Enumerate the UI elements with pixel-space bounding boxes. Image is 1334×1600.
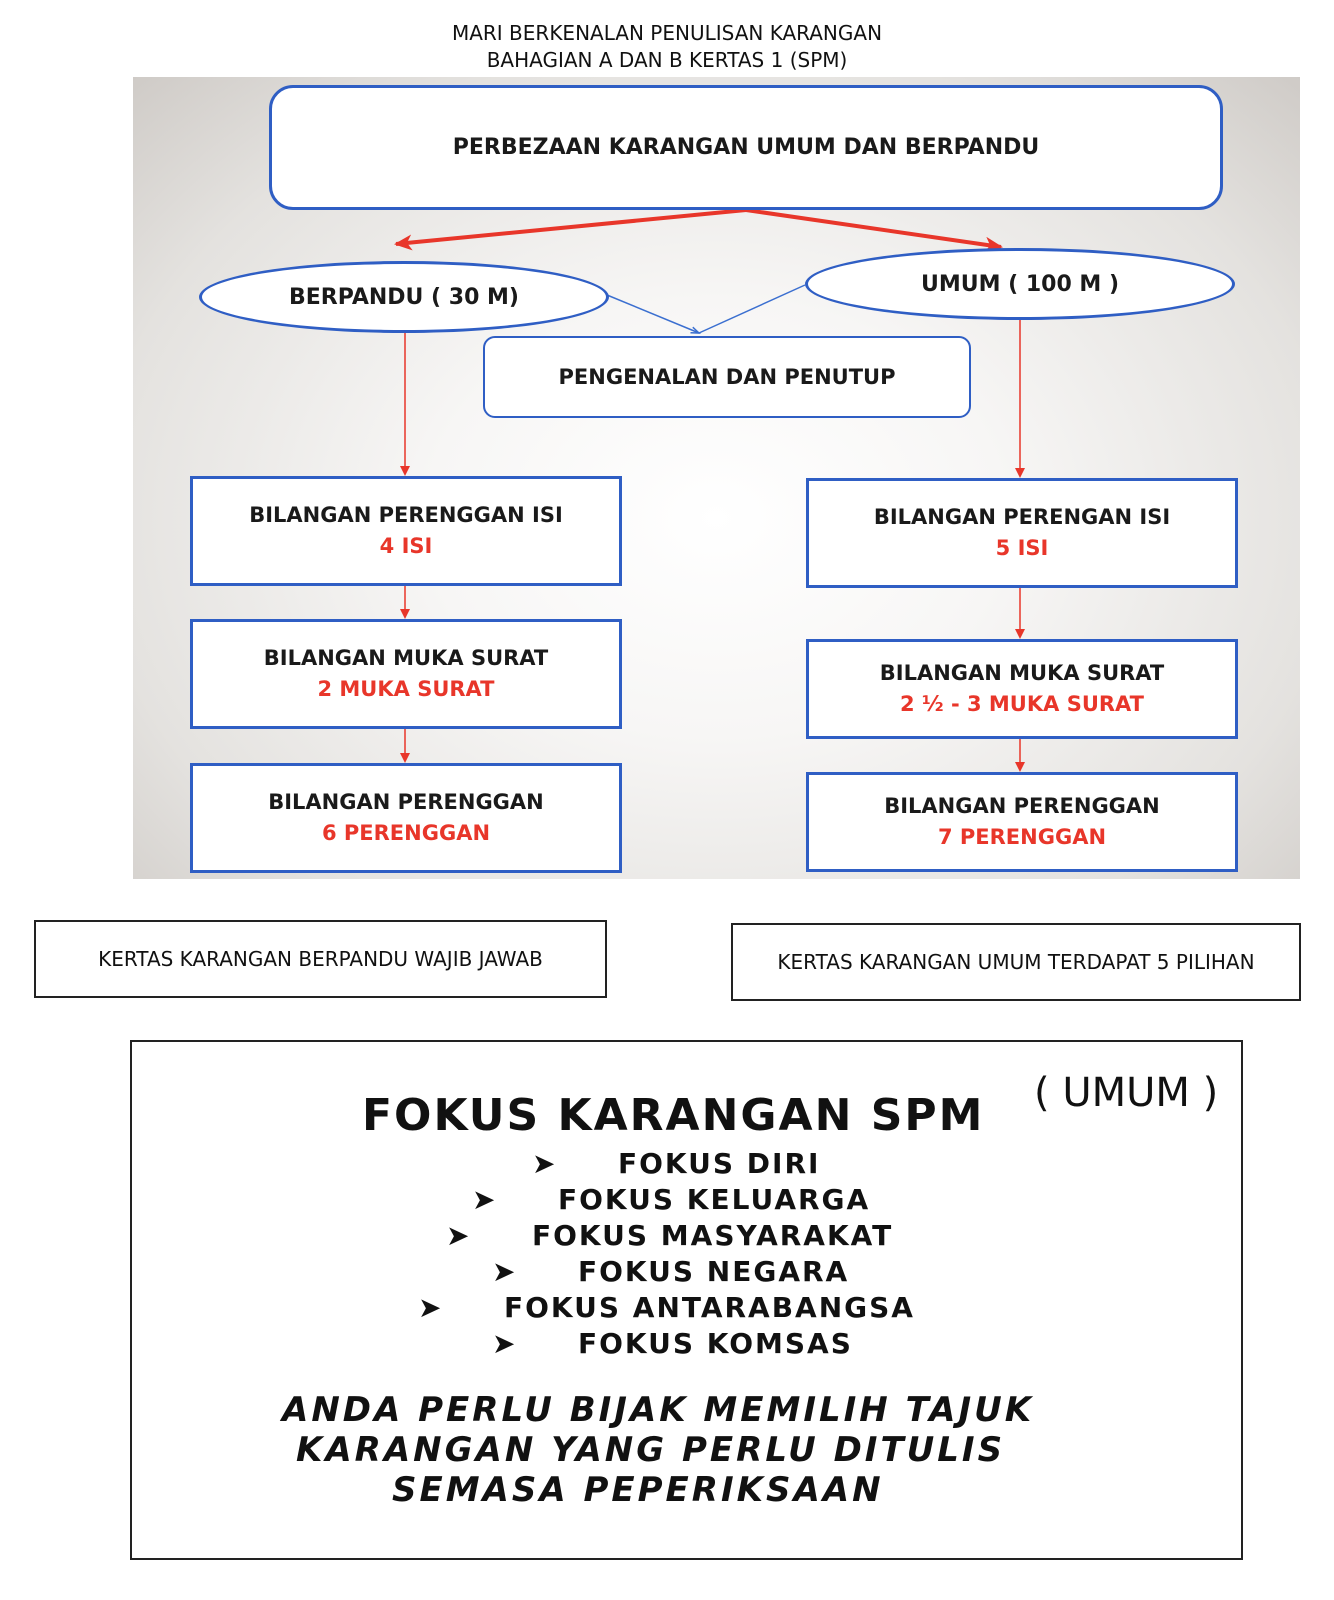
focus-list-item [492,1255,849,1288]
shared-node [483,336,971,418]
focus-list-item [472,1183,870,1216]
advice-line: SEMASA PEPERIKSAAN [392,1470,884,1510]
arrowhead-bullet-icon: ➤ [492,1255,518,1288]
focus-item-text: FOKUS ANTARABANGSA [504,1291,915,1324]
berpandu-label: BERPANDU ( 30 M) [288,284,519,310]
berpandu-box-paragraphs [190,763,622,873]
box-value: 7 PERENGGAN [937,825,1107,849]
advice-line: ANDA PERLU BIJAK MEMILIH TAJUK [282,1390,1035,1430]
box-label: BILANGAN PERENGGAN [884,794,1160,818]
comparison-diagram [133,77,1300,879]
box-label: BILANGAN PERENGGAN [268,790,544,814]
page-title-line-1: MARI BERKENALAN PENULISAN KARANGAN [451,21,883,45]
shared-label: PENGENALAN DAN PENUTUP [558,365,896,389]
root-label: PERBEZAAN KARANGAN UMUM DAN BERPANDU [452,135,1040,160]
umum-box-paragraphs [806,772,1238,872]
note-umum [731,923,1301,1001]
berpandu-box-pages [190,619,622,729]
focus-item-text: FOKUS KOMSAS [578,1327,853,1360]
advice-line: KARANGAN YANG PERLU DITULIS [296,1430,1006,1470]
focus-title: FOKUS KARANGAN SPM [362,1090,985,1141]
focus-list-item [418,1291,915,1324]
umum-box-content-paragraphs [806,478,1238,588]
page-title-line-2: BAHAGIAN A DAN B KERTAS 1 (SPM) [486,48,848,72]
focus-advice [282,1390,1152,1510]
root-to-berpandu-arrow [396,210,746,244]
box-value: 2 ½ - 3 MUKA SURAT [899,692,1144,716]
umum-box-pages [806,639,1238,739]
box-value: 2 MUKA SURAT [317,677,495,701]
box-value: 5 ISI [995,536,1049,560]
berpandu-box-content-paragraphs [190,476,622,586]
page-title [0,20,1334,74]
berpandu-node [199,261,609,333]
note-berpandu [34,920,607,998]
box-label: BILANGAN PERENGGAN ISI [249,503,563,527]
focus-list-item [532,1147,820,1180]
arrowhead-bullet-icon: ➤ [472,1183,498,1216]
box-label: BILANGAN PERENGAN ISI [873,505,1171,529]
note-berpandu-text: KERTAS KARANGAN BERPANDU WAJIB JAWAB [98,947,543,971]
box-label: BILANGAN MUKA SURAT [263,646,549,670]
focus-tag: ( UMUM ) [1034,1070,1219,1116]
arrowhead-bullet-icon: ➤ [418,1291,444,1324]
arrowhead-bullet-icon: ➤ [492,1327,518,1360]
umum-label: UMUM ( 100 M ) [920,271,1120,297]
focus-item-text: FOKUS MASYARAKAT [532,1219,894,1252]
arrowhead-bullet-icon: ➤ [532,1147,558,1180]
root-to-umum-arrow [746,210,1001,247]
focus-section [130,1040,1243,1560]
berpandu-to-shared-line [607,295,699,333]
arrowhead-bullet-icon: ➤ [446,1219,472,1252]
focus-item-text: FOKUS KELUARGA [558,1183,871,1216]
focus-list-item [446,1219,893,1252]
note-umum-text: KERTAS KARANGAN UMUM TERDAPAT 5 PILIHAN [777,950,1255,974]
box-value: 4 ISI [379,534,433,558]
umum-to-shared-line [699,285,805,333]
root-node [269,85,1223,210]
box-label: BILANGAN MUKA SURAT [879,661,1165,685]
box-value: 6 PERENGGAN [321,821,491,845]
focus-item-text: FOKUS NEGARA [578,1255,850,1288]
focus-list-item [492,1327,853,1360]
focus-item-text: FOKUS DIRI [618,1147,821,1180]
umum-node [805,248,1235,320]
